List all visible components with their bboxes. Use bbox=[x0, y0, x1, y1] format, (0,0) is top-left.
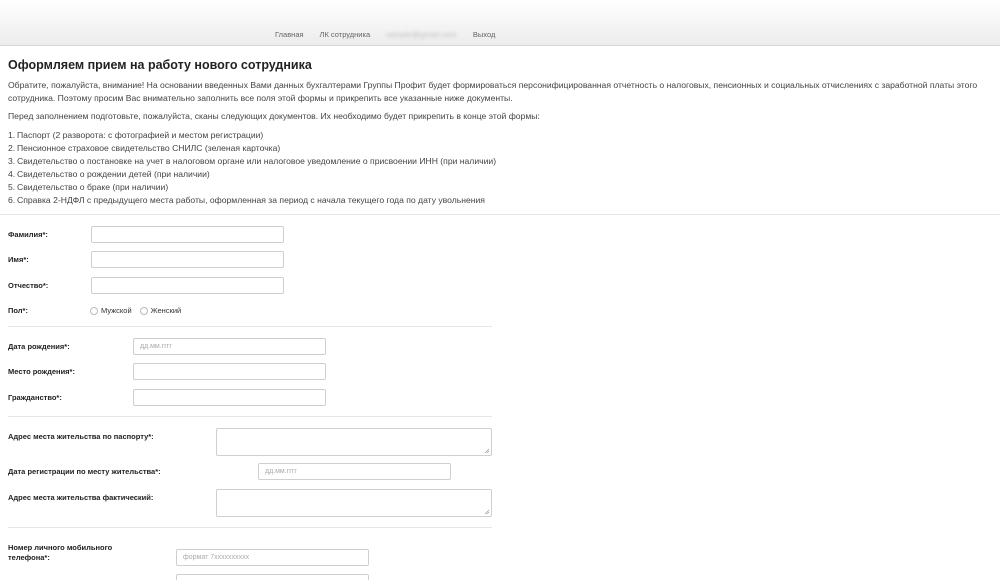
registration-date-label: Дата регистрации по месту жительства*: bbox=[8, 467, 161, 476]
patronymic-input[interactable] bbox=[91, 277, 284, 294]
page-title: Оформляем прием на работу нового сотрудника bbox=[8, 58, 312, 72]
birthdate-label: Дата рождения*: bbox=[8, 342, 70, 351]
group-divider bbox=[8, 416, 492, 417]
nav-home-link[interactable]: Главная bbox=[275, 30, 304, 39]
gender-female-label[interactable]: Женский bbox=[150, 306, 182, 315]
name-label: Имя*: bbox=[8, 255, 29, 264]
intro-section bbox=[8, 58, 993, 207]
group-divider bbox=[8, 527, 492, 528]
list-item: 5. Свидетельство о браке (при наличии) bbox=[8, 182, 169, 192]
birthplace-input[interactable] bbox=[133, 363, 326, 380]
documents-intro: Перед заполнением подготовьте, пожалуйста, сканы следующих документов. Их необходимо будет прикрепить в конце этой формы: bbox=[8, 111, 540, 121]
gender-male-radio[interactable] bbox=[90, 307, 98, 315]
citizenship-input[interactable] bbox=[133, 389, 326, 406]
nav-lk-link[interactable]: ЛК сотрудника bbox=[319, 30, 371, 39]
intro-paragraph: Обратите, пожалуйста, внимание! На основании введенных Вами данных бухгалтерами Группы Профит будет формироваться персонифицированная отчетность о налоговых, пенсионных и социальных отчислениях с заработной платы этого сотрудника. Поэтому просим Вас внимательно заполнить все поля этой формы и прикрепить все указанные ниже документы. bbox=[8, 80, 978, 103]
actual-address-label: Адрес места жительства фактический: bbox=[8, 493, 154, 502]
nav-user-email: sample@gmail.com bbox=[386, 30, 457, 39]
next-field-input[interactable] bbox=[176, 574, 369, 580]
gender-label: Пол*: bbox=[8, 306, 28, 315]
surname-input[interactable] bbox=[91, 226, 284, 243]
citizenship-label: Гражданство*: bbox=[8, 393, 62, 402]
nav-menu bbox=[275, 30, 511, 39]
list-item: 2. Пенсионное страховое свидетельство СНИЛС (зеленая карточка) bbox=[8, 143, 281, 153]
gender-male-label[interactable]: Мужской bbox=[101, 306, 132, 315]
gender-radio-group bbox=[90, 306, 189, 315]
group-divider bbox=[8, 326, 492, 327]
passport-address-label: Адрес места жительства по паспорту*: bbox=[8, 432, 154, 441]
name-input[interactable] bbox=[91, 251, 284, 268]
registration-date-input[interactable]: дд.мм.гггг bbox=[258, 463, 451, 480]
resize-handle-icon[interactable] bbox=[484, 509, 490, 515]
top-navbar bbox=[0, 0, 1000, 46]
gender-female-radio[interactable] bbox=[140, 307, 148, 315]
list-item: 4. Свидетельство о рождении детей (при наличии) bbox=[8, 169, 210, 179]
list-item: 3. Свидетельство о постановке на учет в налоговом органе или налоговое уведомление о присвоении ИНН (при наличии) bbox=[8, 156, 497, 166]
passport-address-textarea[interactable] bbox=[216, 428, 492, 456]
actual-address-textarea[interactable] bbox=[216, 489, 492, 517]
section-divider bbox=[0, 214, 1000, 215]
patronymic-label: Отчество*: bbox=[8, 281, 49, 290]
list-item: 1. Паспорт (2 разворота: с фотографией и местом регистрации) bbox=[8, 130, 264, 140]
mobile-input[interactable]: формат 7xxxxxxxxxx bbox=[176, 549, 369, 566]
surname-label: Фамилия*: bbox=[8, 230, 48, 239]
resize-handle-icon[interactable] bbox=[484, 448, 490, 454]
documents-list bbox=[8, 129, 993, 207]
list-item: 6. Справка 2-НДФЛ с предыдущего места работы, оформленная за период с начала текущего года по дату увольнения bbox=[8, 195, 485, 205]
birthdate-input[interactable]: дд.мм.гггг bbox=[133, 338, 326, 355]
nav-logout-link[interactable]: Выход bbox=[472, 30, 496, 39]
birthplace-label: Место рождения*: bbox=[8, 367, 75, 376]
mobile-label: Номер личного мобильного телефона*: bbox=[8, 543, 113, 562]
